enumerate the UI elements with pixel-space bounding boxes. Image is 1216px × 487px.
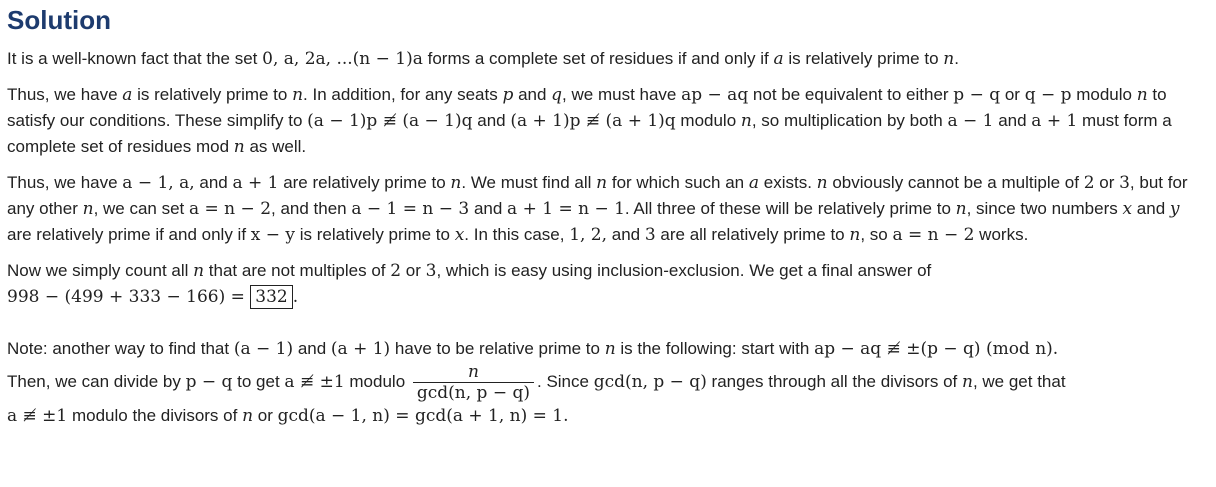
math: 0, a, 2a, ...(n − 1)a [262, 49, 423, 69]
text: and [194, 173, 233, 192]
math: a = n − 2 [892, 225, 975, 245]
text: obviously cannot be a multiple of [827, 173, 1084, 192]
math: a − 1 = n − 3 [351, 199, 470, 219]
text: is the following: start with [615, 339, 815, 358]
math: n [943, 49, 955, 69]
text: , which is easy using inclusion-exclusion. We get a final answer of [436, 261, 932, 280]
math: a + 1 [232, 173, 279, 193]
math: n [193, 261, 205, 281]
text: are all relatively prime to [655, 225, 850, 244]
text: and [1132, 199, 1170, 218]
text: for which such an [607, 173, 749, 192]
math: 998 − (499 + 333 − 166) = [7, 287, 251, 307]
text: ranges through all the divisors of [706, 371, 962, 391]
text: exists. [759, 173, 817, 192]
math: n [740, 111, 752, 131]
math: 3 [644, 225, 656, 245]
text: that are not multiples of [204, 261, 391, 280]
text: is relatively prime to [132, 85, 293, 104]
math: a + 1 = n − 1 [507, 199, 625, 219]
text: . [954, 49, 959, 68]
text: is relatively prime to [295, 225, 455, 244]
math: q − p [1024, 85, 1072, 105]
math: a [122, 85, 133, 105]
math: ap − aq [681, 85, 749, 105]
math: y [1169, 199, 1180, 219]
text: is relatively prime to [783, 49, 944, 68]
text: or [1094, 173, 1120, 192]
text: and [469, 199, 508, 218]
text: as well. [244, 137, 307, 156]
math: n [82, 199, 94, 219]
fraction-denominator: gcd(n, p − q) [413, 382, 534, 403]
spacer [7, 320, 1208, 336]
math: a − 1, a, [122, 173, 195, 193]
text: , and then [271, 199, 352, 218]
paragraph-4 [7, 258, 1208, 310]
math: n [604, 339, 616, 359]
math: n [233, 137, 245, 157]
fraction-numerator: n [467, 362, 479, 382]
text: . We must find all [461, 173, 597, 192]
text: . Since [537, 371, 594, 391]
text: or [253, 406, 278, 425]
text: modulo [675, 111, 741, 130]
math: n [955, 199, 967, 219]
math: n [961, 371, 973, 392]
math: p [502, 85, 514, 105]
text: and [293, 339, 331, 358]
math: x − y [250, 225, 296, 245]
text: , since two numbers [966, 199, 1123, 218]
text: must form a complete set of residues mod [7, 111, 1172, 156]
section-heading: Solution [7, 5, 111, 35]
math: 3 [1119, 173, 1130, 193]
fraction [413, 362, 534, 403]
text: or [401, 261, 426, 280]
text: and [513, 85, 552, 104]
text: modulo the divisors of [67, 406, 243, 425]
text: not be equivalent to either [748, 85, 954, 104]
math: n [450, 173, 462, 193]
math: . [292, 287, 299, 307]
math: a + 1 [1031, 111, 1078, 131]
paragraph-1 [7, 46, 1208, 72]
text: to satisfy our conditions. These simplify to [7, 85, 1167, 130]
math: 3 [425, 261, 437, 281]
text: are relatively prime if and only if [7, 225, 251, 244]
text: Then, we can divide by [7, 371, 186, 391]
math: a [773, 49, 784, 69]
math: gcd(n, p − q) [593, 371, 707, 392]
math: x [454, 225, 465, 245]
math: 1, 2, [569, 225, 608, 245]
math: p − q [185, 371, 233, 392]
math: n [849, 225, 861, 245]
text: , we must have [562, 85, 682, 104]
math: n [816, 173, 828, 193]
math: a − 1 [947, 111, 994, 131]
math: a = n − 2 [189, 199, 272, 219]
text: and [472, 111, 511, 130]
text: are relatively prime to [278, 173, 451, 192]
text: to get [232, 371, 285, 391]
text: Thus, we have [7, 85, 123, 104]
math: q [551, 85, 563, 105]
text: have to be relative prime to [390, 339, 605, 358]
text: and [607, 225, 645, 244]
math: a ≢ ±1 [7, 406, 68, 426]
math: (a − 1)p ≢ (a − 1)q [307, 111, 473, 131]
math: gcd(a − 1, n) = gcd(a + 1, n) = 1. [277, 406, 569, 426]
text: , but for any other [7, 173, 1188, 218]
math: 2 [1083, 173, 1095, 193]
text: , so [860, 225, 893, 244]
math: a ≢ ±1 [284, 371, 345, 392]
math: n [596, 173, 608, 193]
math: 2 [390, 261, 402, 281]
text: works. [974, 225, 1029, 244]
text: It is a well-known fact that the set [7, 49, 263, 68]
text: . In addition, for any seats [303, 85, 503, 104]
final-answer-box: 332 [250, 285, 292, 309]
text: and [993, 111, 1032, 130]
math: p − q [953, 85, 1001, 105]
text: , so multiplication by both [751, 111, 948, 130]
math: a [748, 173, 760, 193]
math: (a + 1)p ≢ (a + 1)q [510, 111, 676, 131]
text: modulo [344, 371, 410, 391]
text: modulo [1071, 85, 1137, 104]
math: (a − 1) [233, 339, 294, 359]
paragraph-3 [7, 170, 1208, 248]
text: or [1000, 85, 1025, 104]
text: , we can set [93, 199, 189, 218]
text: Thus, we have [7, 173, 123, 192]
text: . All three of these will be relatively prime to [624, 199, 956, 218]
paragraph-2 [7, 82, 1208, 160]
math: ap − aq ≢ ±(p − q) (mod n). [814, 339, 1059, 359]
text: Now we simply count all [7, 261, 194, 280]
text: . In this case, [464, 225, 570, 244]
math: n [242, 406, 254, 426]
paragraph-5 [7, 336, 1208, 429]
text: Note: another way to find that [7, 339, 234, 358]
text: , we get that [972, 371, 1066, 391]
math: (a + 1) [330, 339, 391, 359]
text: forms a complete set of residues if and only if [422, 49, 774, 68]
math: n [292, 85, 304, 105]
math: x [1122, 199, 1133, 219]
math: n [1136, 85, 1148, 105]
